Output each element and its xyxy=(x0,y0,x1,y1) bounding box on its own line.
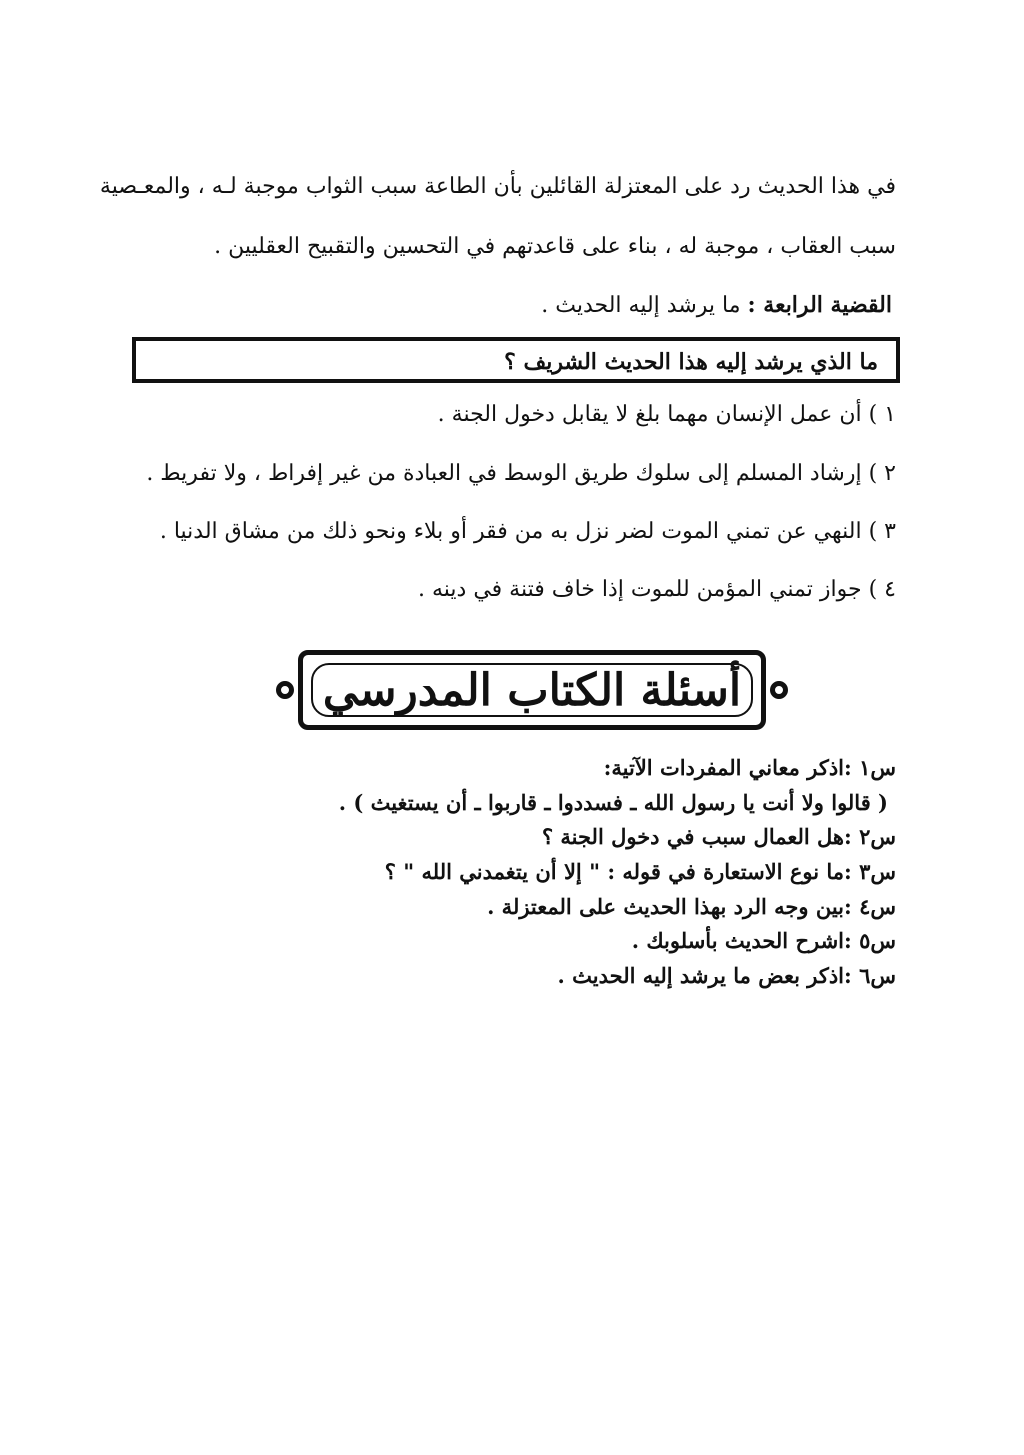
section-banner xyxy=(276,650,788,730)
point-3: ٣ ) النهي عن تمني الموت لضر نزل به من فقر أو بلاء ونحو ذلك من مشاق الدنيا . xyxy=(159,519,896,544)
question-1-terms: ( قالوا ولا أنت يا رسول الله ـ فسددوا ـ قاربوا ـ أن يستغيث ) . xyxy=(338,790,888,815)
question-6: س٦ :اذكر بعض ما يرشد إليه الحديث . xyxy=(557,963,896,988)
question-3: س٣ :ما نوع الاستعارة في قوله : " إلا أن يتغمدني الله " ؟ xyxy=(384,859,896,884)
banner-title: أسئلة الكتاب المدرسي xyxy=(322,665,742,716)
question-5: س٥ :اشرح الحديث بأسلوبك . xyxy=(631,928,896,953)
paragraph-line-2: سبب العقاب ، موجبة له ، بناء على قاعدتهم في التحسين والتقبيح العقليين . xyxy=(214,234,896,259)
point-1: ١ ) أن عمل الإنسان مهما بلغ لا يقابل دخول الجنة . xyxy=(437,402,896,427)
issue-text: ما يرشد إليه الحديث . xyxy=(541,293,748,318)
issue-line xyxy=(128,290,892,321)
question-2: س٢ :هل العمال سبب في دخول الجنة ؟ xyxy=(541,824,896,849)
banner-frame xyxy=(298,650,766,730)
point-2: ٢ ) إرشاد المسلم إلى سلوك طريق الوسط في العبادة من غير إفراط ، ولا تفريط . xyxy=(146,461,896,486)
point-4: ٤ ) جواز تمني المؤمن للموت إذا خاف فتنة في دينه . xyxy=(418,577,896,602)
question-box xyxy=(132,337,900,383)
question-box-text: ما الذي يرشد إليه هذا الحديث الشريف ؟ xyxy=(504,349,878,375)
banner-dot-left xyxy=(276,681,294,699)
issue-label: القضية الرابعة : xyxy=(747,292,892,318)
banner-dot-right xyxy=(770,681,788,699)
question-4: س٤ :بين وجه الرد بهذا الحديث على المعتزلة . xyxy=(487,894,896,919)
paragraph-line-1: في هذا الحديث رد على المعتزلة القائلين بأن الطاعة سبب الثواب موجبة لـه ، والمعـصية xyxy=(99,174,896,199)
question-1: س١ :اذكر معاني المفردات الآتية: xyxy=(603,755,896,780)
